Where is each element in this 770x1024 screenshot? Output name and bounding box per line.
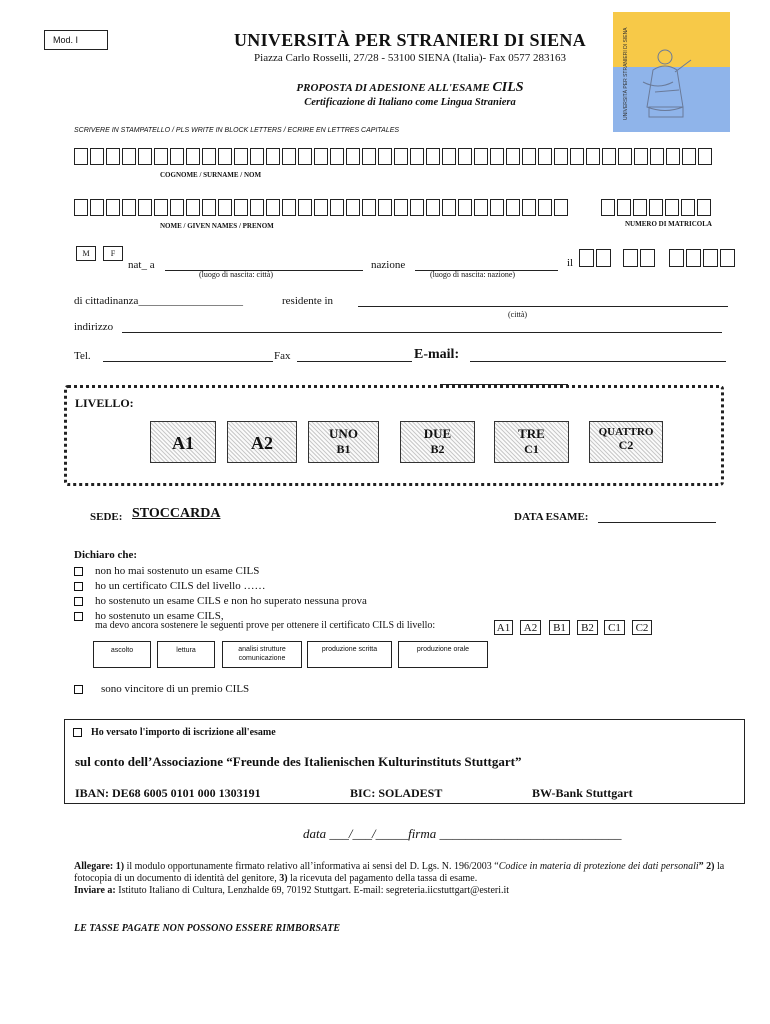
- sex-f-checkbox[interactable]: F: [103, 246, 123, 261]
- level-b1-code: B1: [336, 442, 351, 456]
- declaration-continuation: ma devo ancora sostenere le seguenti prove per ottenere il certificato CILS di livello:: [95, 620, 436, 631]
- retake-level-a1[interactable]: A1: [494, 620, 513, 635]
- skill-produzione-orale[interactable]: produzione orale: [398, 641, 488, 668]
- level-section: [64, 385, 724, 486]
- letter-box[interactable]: [570, 148, 584, 165]
- birthplace-hint: (luogo di nascita: città): [199, 270, 273, 279]
- letter-box[interactable]: [346, 148, 360, 165]
- letter-box[interactable]: [314, 148, 328, 165]
- retake-level-c2[interactable]: C2: [632, 620, 652, 635]
- dob-month-boxes[interactable]: [623, 249, 655, 267]
- letter-box[interactable]: [703, 249, 718, 267]
- dob-year-boxes[interactable]: [669, 249, 735, 267]
- university-address: Piazza Carlo Rosselli, 27/28 - 53100 SIENA (Italia)- Fax 0577 283163: [254, 52, 566, 64]
- letter-box[interactable]: [579, 249, 594, 267]
- letter-box[interactable]: [266, 148, 280, 165]
- city-hint: (città): [508, 310, 528, 319]
- exam-date-input[interactable]: [598, 522, 716, 523]
- exam-date-label: DATA ESAME:: [514, 511, 589, 523]
- letter-box[interactable]: [538, 199, 552, 216]
- tel-input[interactable]: [103, 361, 273, 362]
- letter-box[interactable]: [634, 148, 648, 165]
- level-a1-label: A1: [172, 433, 194, 453]
- winner-item[interactable]: sono vincitore di un premio CILS: [74, 683, 249, 695]
- letter-box[interactable]: [522, 148, 536, 165]
- letter-box[interactable]: [394, 148, 408, 165]
- level-b2-box[interactable]: [400, 421, 475, 463]
- letter-box[interactable]: [90, 199, 104, 216]
- nation-label: nazione: [371, 259, 406, 271]
- declaration-item[interactable]: ho sostenuto un esame CILS,: [74, 609, 367, 624]
- letter-box[interactable]: [298, 148, 312, 165]
- fax-input[interactable]: [297, 361, 412, 362]
- letter-box[interactable]: [410, 199, 424, 216]
- checkbox[interactable]: [74, 685, 83, 694]
- declaration-title: Dichiaro che:: [74, 549, 138, 561]
- checkbox[interactable]: [74, 612, 83, 621]
- letter-box[interactable]: [681, 199, 695, 216]
- letter-box[interactable]: [282, 148, 296, 165]
- given-names-boxes[interactable]: [74, 199, 568, 216]
- letter-box[interactable]: [298, 199, 312, 216]
- block-letters-instruction: SCRIVERE IN STAMPATELLO / PLS WRITE IN BLOCK LETTERS / ECRIRE EN LETTRES CAPITALES: [74, 127, 400, 134]
- residence-label: residente in: [282, 295, 334, 307]
- level-b2-name: DUE: [423, 426, 452, 441]
- letter-box[interactable]: [618, 148, 632, 165]
- born-label: nat_ a: [128, 259, 155, 271]
- checkbox[interactable]: [73, 728, 82, 737]
- university-logo: [613, 12, 730, 132]
- declaration-item[interactable]: ho sostenuto un esame CILS e non ho superato nessuna prova: [74, 594, 367, 609]
- letter-box[interactable]: [186, 199, 200, 216]
- letter-box[interactable]: [474, 148, 488, 165]
- citizenship-field[interactable]: di cittadinanza___________________: [74, 295, 243, 307]
- checkbox[interactable]: [74, 582, 83, 591]
- address-input[interactable]: [122, 332, 722, 333]
- attachments-note: Allegare: 1) il modulo opportunamente firmato relativo all’informativa ai sensi del D. Lgs. N. 196/2003 “Codice in materia di protezione dei dati personali” 2) la fotocopia di un documento di identità del genitore, 3) la ricevuta del pagamento della tassa di esame. Inviare a: Istituto Italiano di Cultura, Lenzhalde 69, 70192 Stuttgart. E-mail: segreteria.iicstuttgart@esteri.it: [74, 861, 725, 896]
- letter-box[interactable]: [474, 199, 488, 216]
- letter-box[interactable]: [106, 148, 120, 165]
- payment-iban: IBAN: DE68 6005 0101 000 1303191: [75, 786, 261, 800]
- form-code-box: [44, 30, 108, 50]
- letter-box[interactable]: [138, 148, 152, 165]
- level-b1-name: UNO: [329, 426, 358, 441]
- level-c2-box[interactable]: [589, 421, 663, 463]
- letter-box[interactable]: [601, 199, 615, 216]
- date-of-birth-label: il: [567, 257, 574, 269]
- letter-box[interactable]: [522, 199, 536, 216]
- proposal-title: PROPOSTA DI ADESIONE ALL'ESAME CILS: [296, 80, 524, 95]
- level-c1-box[interactable]: [494, 421, 569, 463]
- letter-box[interactable]: [282, 199, 296, 216]
- letter-box[interactable]: [633, 199, 647, 216]
- letter-box[interactable]: [74, 199, 88, 216]
- letter-box[interactable]: [666, 148, 680, 165]
- letter-box[interactable]: [554, 199, 568, 216]
- letter-box[interactable]: [410, 148, 424, 165]
- letter-box[interactable]: [623, 249, 638, 267]
- letter-box[interactable]: [442, 148, 456, 165]
- letter-box[interactable]: [170, 148, 184, 165]
- surname-label: COGNOME / SURNAME / NOM: [160, 171, 262, 179]
- letter-box[interactable]: [154, 199, 168, 216]
- letter-box[interactable]: [250, 148, 264, 165]
- level-title: LIVELLO:: [75, 396, 134, 410]
- surname-boxes[interactable]: [74, 148, 712, 165]
- level-c2-code: C2: [618, 438, 634, 452]
- letter-box[interactable]: [490, 148, 504, 165]
- letter-box[interactable]: [266, 199, 280, 216]
- letter-box[interactable]: [426, 148, 440, 165]
- no-refund-notice: LE TASSE PAGATE NON POSSONO ESSERE RIMBORSATE: [74, 923, 341, 934]
- retake-level-b1[interactable]: B1: [549, 620, 570, 635]
- skill-lettura[interactable]: lettura: [157, 641, 215, 668]
- form-code: Mod. I: [53, 35, 79, 45]
- letter-box[interactable]: [682, 148, 696, 165]
- level-a2-label: A2: [251, 433, 273, 453]
- letter-box[interactable]: [202, 148, 216, 165]
- payment-bic: BIC: SOLADEST: [350, 786, 443, 800]
- skill-produzione-scritta[interactable]: produzione scritta: [307, 641, 392, 668]
- address-label: indirizzo: [74, 321, 114, 333]
- letter-box[interactable]: [218, 199, 232, 216]
- letter-box[interactable]: [346, 199, 360, 216]
- matricola-label: NUMERO DI MATRICOLA: [625, 220, 712, 228]
- level-c1-code: C1: [524, 442, 539, 456]
- letter-box[interactable]: [617, 199, 631, 216]
- declaration-list: [74, 564, 367, 624]
- sede-label: SEDE:: [90, 511, 123, 523]
- letter-box[interactable]: [250, 199, 264, 216]
- letter-box[interactable]: [506, 199, 520, 216]
- letter-box[interactable]: [378, 148, 392, 165]
- letter-box[interactable]: [90, 148, 104, 165]
- letter-box[interactable]: [649, 199, 663, 216]
- letter-box[interactable]: [138, 199, 152, 216]
- level-a2-box[interactable]: [227, 421, 297, 463]
- level-b1-box[interactable]: [308, 421, 379, 463]
- payment-box: [64, 719, 745, 804]
- letter-box[interactable]: [74, 148, 88, 165]
- letter-box[interactable]: [426, 199, 440, 216]
- letter-box[interactable]: [330, 148, 344, 165]
- sex-m-checkbox[interactable]: M: [76, 246, 96, 261]
- letter-box[interactable]: [458, 199, 472, 216]
- letter-box[interactable]: [640, 249, 655, 267]
- declaration-item[interactable]: non ho mai sostenuto un esame CILS: [74, 564, 367, 579]
- letter-box[interactable]: [602, 148, 616, 165]
- residence-input[interactable]: [358, 306, 728, 307]
- letter-box[interactable]: [234, 148, 248, 165]
- letter-box[interactable]: [122, 148, 136, 165]
- letter-box[interactable]: [538, 148, 552, 165]
- letter-box[interactable]: [362, 199, 376, 216]
- letter-box[interactable]: [442, 199, 456, 216]
- letter-box[interactable]: [720, 249, 735, 267]
- letter-box[interactable]: [490, 199, 504, 216]
- letter-box[interactable]: [170, 199, 184, 216]
- tel-label: Tel.: [74, 350, 91, 362]
- level-a1-box[interactable]: [150, 421, 216, 463]
- letter-box[interactable]: [154, 148, 168, 165]
- letter-box[interactable]: [378, 199, 392, 216]
- payment-bank: BW-Bank Stuttgart: [532, 786, 633, 800]
- retake-level-b2[interactable]: B2: [577, 620, 598, 635]
- letter-box[interactable]: [458, 148, 472, 165]
- level-c1-name: TRE: [518, 426, 545, 441]
- letter-box[interactable]: [314, 199, 328, 216]
- logo-text: UNIVERSITÀ PER STRANIERI DI SIENA: [623, 27, 629, 120]
- level-b2-code: B2: [430, 442, 445, 456]
- skill-analisi[interactable]: analisi strutture comunicazione: [222, 641, 302, 668]
- letter-box[interactable]: [218, 148, 232, 165]
- nation-hint: (luogo di nascita: nazione): [430, 270, 516, 279]
- skill-ascolto[interactable]: ascolto: [93, 641, 151, 668]
- letter-box[interactable]: [202, 199, 216, 216]
- letter-box[interactable]: [697, 199, 711, 216]
- letter-box[interactable]: [330, 199, 344, 216]
- letter-box[interactable]: [586, 148, 600, 165]
- letter-box[interactable]: [186, 148, 200, 165]
- certification-subtitle: Certificazione di Italiano come Lingua Straniera: [304, 97, 516, 108]
- letter-box[interactable]: [554, 148, 568, 165]
- letter-box[interactable]: [106, 199, 120, 216]
- email-input[interactable]: [470, 361, 726, 362]
- fax-label: Fax: [274, 350, 291, 362]
- email-label: E-mail:: [414, 347, 460, 362]
- retake-level-a2[interactable]: A2: [520, 620, 541, 635]
- university-title: UNIVERSITÀ PER STRANIERI DI SIENA: [234, 30, 586, 50]
- retake-level-c1[interactable]: C1: [604, 620, 625, 635]
- payment-paid-item[interactable]: Ho versato l'importo di iscrizione all'esame: [73, 727, 276, 738]
- checkbox[interactable]: [74, 567, 83, 576]
- letter-box[interactable]: [362, 148, 376, 165]
- payment-account: sul conto dell’Associazione “Freunde des Italienischen Kulturinstituts Stuttgart”: [75, 754, 522, 769]
- sede-value: STOCCARDA: [132, 506, 221, 521]
- checkbox[interactable]: [74, 597, 83, 606]
- letter-box[interactable]: [234, 199, 248, 216]
- letter-box[interactable]: [669, 249, 684, 267]
- level-c2-name: QUATTRO: [598, 426, 654, 438]
- dob-day-boxes[interactable]: [579, 249, 611, 267]
- letter-box[interactable]: [394, 199, 408, 216]
- letter-box[interactable]: [122, 199, 136, 216]
- letter-box[interactable]: [596, 249, 611, 267]
- letter-box[interactable]: [665, 199, 679, 216]
- given-names-label: NOME / GIVEN NAMES / PRENOM: [160, 222, 274, 230]
- letter-box[interactable]: [698, 148, 712, 165]
- letter-box[interactable]: [686, 249, 701, 267]
- matricola-boxes[interactable]: [601, 199, 711, 216]
- letter-box[interactable]: [650, 148, 664, 165]
- letter-box[interactable]: [506, 148, 520, 165]
- declaration-item[interactable]: ho un certificato CILS del livello ……: [74, 579, 367, 594]
- date-signature-line[interactable]: data ___/___/_____firma ____________________________: [303, 826, 622, 841]
